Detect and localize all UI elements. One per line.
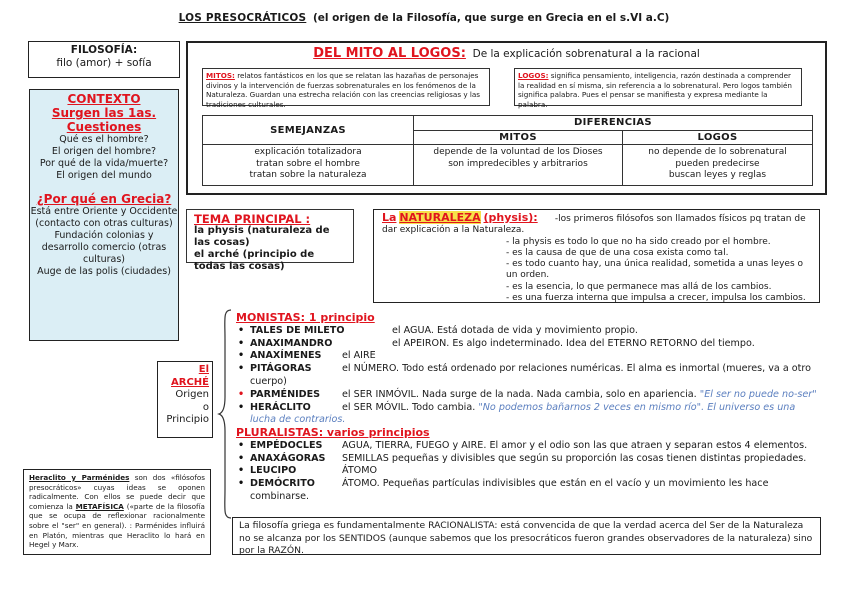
tema-line: el arché (principio de todas las cosas) bbox=[194, 249, 315, 272]
monistas-heading: MONISTAS: 1 principio bbox=[236, 311, 375, 324]
heraclito-parmenides-note bbox=[23, 469, 211, 555]
table-row bbox=[203, 145, 813, 186]
list-item bbox=[236, 363, 824, 389]
monistas-section bbox=[236, 312, 824, 426]
list-item bbox=[236, 478, 826, 504]
note-text: («parte de la filosofía que se ocupa de reflexionar racionalmente sobre el "ser" en general). : Parménides influirá en Platón, mientras que Heraclito lo hará en Hegel y Marx. bbox=[29, 501, 205, 550]
list-item bbox=[236, 465, 826, 478]
mito-logos-box bbox=[186, 41, 827, 195]
cell-line: son impredecibles y arbitrarios bbox=[448, 158, 588, 169]
contexto-question: El origen del hombre? bbox=[51, 146, 157, 157]
mitos-cell bbox=[414, 145, 623, 186]
naturaleza-line: - es una fuerza interna que impulsa a crecer, impulsa los cambios. bbox=[506, 293, 806, 304]
naturaleza-box bbox=[373, 209, 820, 303]
list-item bbox=[236, 338, 824, 351]
cell-line: tratan sobre la naturaleza bbox=[249, 170, 367, 180]
naturaleza-line: - es todo cuanto hay, una única realidad, sometida a unas leyes o un orden. bbox=[506, 259, 804, 281]
philosopher-desc: el SER MÓVIL. Todo cambia. bbox=[342, 401, 476, 413]
philosopher-name: LEUCIPO bbox=[250, 465, 297, 477]
note-names: Heraclito y Parménides bbox=[29, 473, 130, 482]
contexto-reason: Auge de las polis (ciudades) bbox=[37, 266, 171, 277]
contexto-subheading: Surgen las 1as. Cuestiones bbox=[51, 106, 157, 134]
mitos-definition bbox=[202, 68, 490, 109]
pluralistas-heading: PLURALISTAS: varios principios bbox=[236, 426, 430, 439]
arche-line: o bbox=[202, 401, 209, 413]
mito-logos-heading: DEL MITO AL LOGOS: bbox=[313, 46, 466, 61]
contexto-question: Por qué de la vida/muerte? bbox=[39, 158, 169, 169]
philosopher-desc: el APEIRON. Es algo indeterminado. Idea del ETERNO RETORNO del tiempo. bbox=[392, 337, 755, 349]
tema-heading: TEMA PRINCIPAL : bbox=[194, 212, 311, 226]
semejanzas-cell bbox=[203, 145, 414, 186]
semejanzas-header: SEMEJANZAS bbox=[203, 116, 414, 145]
philosopher-desc: ÁTOMO. Pequeñas partículas indivisibles que están en el vacío y un movimiento les hace combinarse. bbox=[250, 478, 769, 502]
racionalista-text: La filosofía griega es fundamentalmente RACIONALISTA: está convencida de que la verdad acerca del Ser de la Naturaleza no se alcanza por los SENTIDOS (aunque sabemos que los presocráticos fueron grandes observadores de la naturaleza) sino por la RAZÓN. bbox=[239, 520, 813, 556]
logos-text: significa pensamiento, inteligencia, razón destinada a comprender la realidad en sí misma, sin referencia a lo sobrenatural. Pero logos también significa palabra. Pues el pensar se manifiesta y expresa mediante la palabra. bbox=[518, 71, 792, 109]
pluralistas-section bbox=[236, 427, 826, 514]
contexto-reason: (contacto con otras culturas) bbox=[35, 218, 173, 229]
philosopher-desc: ÁTOMO bbox=[342, 465, 378, 477]
monistas-list bbox=[236, 325, 824, 427]
list-item bbox=[236, 402, 824, 428]
list-item bbox=[236, 453, 826, 466]
logos-cell bbox=[623, 145, 813, 186]
mito-logos-header bbox=[188, 46, 825, 61]
philosopher-name: PITÁGORAS bbox=[250, 363, 312, 375]
philosopher-name: DEMÓCRITO bbox=[250, 478, 315, 490]
cell-line: tratan sobre el hombre bbox=[256, 158, 360, 169]
philosopher-name: ANAXIMANDRO bbox=[250, 337, 333, 349]
pluralistas-list bbox=[236, 440, 826, 504]
arche-box bbox=[157, 361, 213, 438]
naturaleza-line: - la physis es todo lo que no ha sido creado por el hombre. bbox=[506, 236, 771, 247]
diferencias-header: DIFERENCIAS bbox=[414, 116, 813, 131]
philosopher-name: HERÁCLITO bbox=[250, 401, 311, 413]
note-text: son dos «filósofos presocráticos» cuyas ideas se oponen radicalmente. Con ellos se puede decir que comienza la bbox=[29, 473, 205, 511]
table-row bbox=[203, 116, 813, 131]
philosopher-desc: el AGUA. Está dotada de vida y movimiento propio. bbox=[392, 324, 638, 336]
mitos-text: relatos fantásticos en los que se relatan las hazañas de personajes divinos y la intervención de fuerzas sobrenaturales en los fenómenos de la Naturaleza. Guardan una estrecha relación con las creencias religiosas y las tradiciones culturales. bbox=[206, 71, 481, 109]
cell-line: depende de la voluntad de los Dioses bbox=[433, 147, 603, 157]
why-greece-heading: ¿Por qué en Grecia? bbox=[36, 192, 172, 206]
racionalista-box bbox=[232, 517, 821, 555]
contexto-reason: Fundación colonias y desarrollo comercio (otras culturas) bbox=[41, 230, 167, 265]
philosopher-name: TALES DE MILETO bbox=[250, 324, 345, 336]
comparison-table bbox=[202, 115, 813, 186]
cell-line: no depende de lo sobrenatural bbox=[648, 147, 787, 157]
philosopher-desc: AGUA, TIERRA, FUEGO y AIRE. El amor y el odio son las que atraen y separan estos 4 elementos. bbox=[342, 439, 808, 451]
filosofia-text: filo (amor) + sofía bbox=[56, 57, 152, 69]
naturaleza-line: - es la causa de que de una cosa exista como tal. bbox=[506, 247, 729, 258]
arche-line: Principio bbox=[166, 414, 209, 425]
contexto-reason: Está entre Oriente y Occidente bbox=[30, 206, 178, 217]
mitos-col-header: MITOS bbox=[414, 130, 623, 145]
contexto-box bbox=[29, 89, 179, 341]
tema-principal-box bbox=[186, 209, 354, 272]
naturaleza-suffix: (physis): bbox=[483, 211, 538, 224]
filosofia-box bbox=[28, 41, 180, 78]
list-item bbox=[236, 350, 824, 363]
philosopher-desc: SEMILLAS pequeñas y divisibles que según su proporción las cosas tienen distintas propiedades. bbox=[342, 452, 807, 464]
naturaleza-first-text: -los primeros filósofos son llamados físicos pq tratan de dar explicación a la Naturaleza. bbox=[382, 214, 806, 236]
contexto-question: Qué es el hombre? bbox=[59, 134, 149, 145]
curly-brace-icon bbox=[218, 309, 232, 519]
mito-logos-subheading: De la explicación sobrenatural a la racional bbox=[472, 48, 700, 60]
arche-heading: El ARCHÉ bbox=[171, 364, 209, 388]
philosopher-name: EMPÉDOCLES bbox=[250, 439, 323, 451]
naturaleza-line: - es la esencia, lo que permanece mas allá de los cambios. bbox=[506, 281, 772, 292]
list-item bbox=[236, 389, 824, 402]
philosopher-name: PARMÉNIDES bbox=[250, 388, 321, 400]
title-main: LOS PRESOCRÁTICOS bbox=[178, 12, 307, 24]
philosopher-name: ANAXÁGORAS bbox=[250, 452, 326, 464]
mitos-label: MITOS: bbox=[206, 71, 235, 80]
list-item bbox=[236, 325, 824, 338]
title-sub: (el origen de la Filosofía, que surge en Grecia en el s.VI a.C) bbox=[313, 12, 670, 24]
philosopher-quote: "No podemos bañarnos 2 veces en mismo río". El universo es una lucha de contrarios. bbox=[250, 401, 796, 426]
philosopher-name: ANAXÍMENES bbox=[250, 350, 322, 362]
arche-line: Origen bbox=[175, 389, 209, 400]
cell-line: buscan leyes y reglas bbox=[668, 170, 767, 180]
logos-label: LOGOS: bbox=[518, 71, 549, 80]
philosopher-desc: el SER INMÓVIL. Nada surge de la nada. Nada cambia, solo en apariencia. bbox=[342, 388, 697, 400]
naturaleza-first bbox=[382, 212, 811, 237]
philosopher-desc: el NÚMERO. Todo está ordenado por relaciones numéricas. El alma es inmortal (mueres, va a otro cuerpo) bbox=[250, 363, 812, 387]
page-title bbox=[0, 12, 848, 24]
logos-col-header: LOGOS bbox=[623, 130, 813, 145]
naturaleza-highlight: NATURALEZA bbox=[399, 211, 481, 224]
contexto-heading: CONTEXTO bbox=[67, 92, 141, 106]
cell-line: pueden predecirse bbox=[675, 158, 760, 169]
note-keyword: METAFÍSICA bbox=[75, 501, 124, 511]
cell-line: explicación totalizadora bbox=[254, 147, 362, 157]
logos-definition bbox=[514, 68, 802, 109]
contexto-question: El origen del mundo bbox=[56, 170, 152, 181]
philosopher-desc: el AIRE bbox=[342, 350, 376, 362]
list-item bbox=[236, 440, 826, 453]
naturaleza-prefix: La bbox=[382, 211, 397, 224]
tema-line: la physis (naturaleza de las cosas) bbox=[194, 225, 330, 248]
philosopher-quote: "El ser no puede no-ser" bbox=[699, 388, 817, 400]
filosofia-heading: FILOSOFÍA: bbox=[70, 44, 138, 56]
